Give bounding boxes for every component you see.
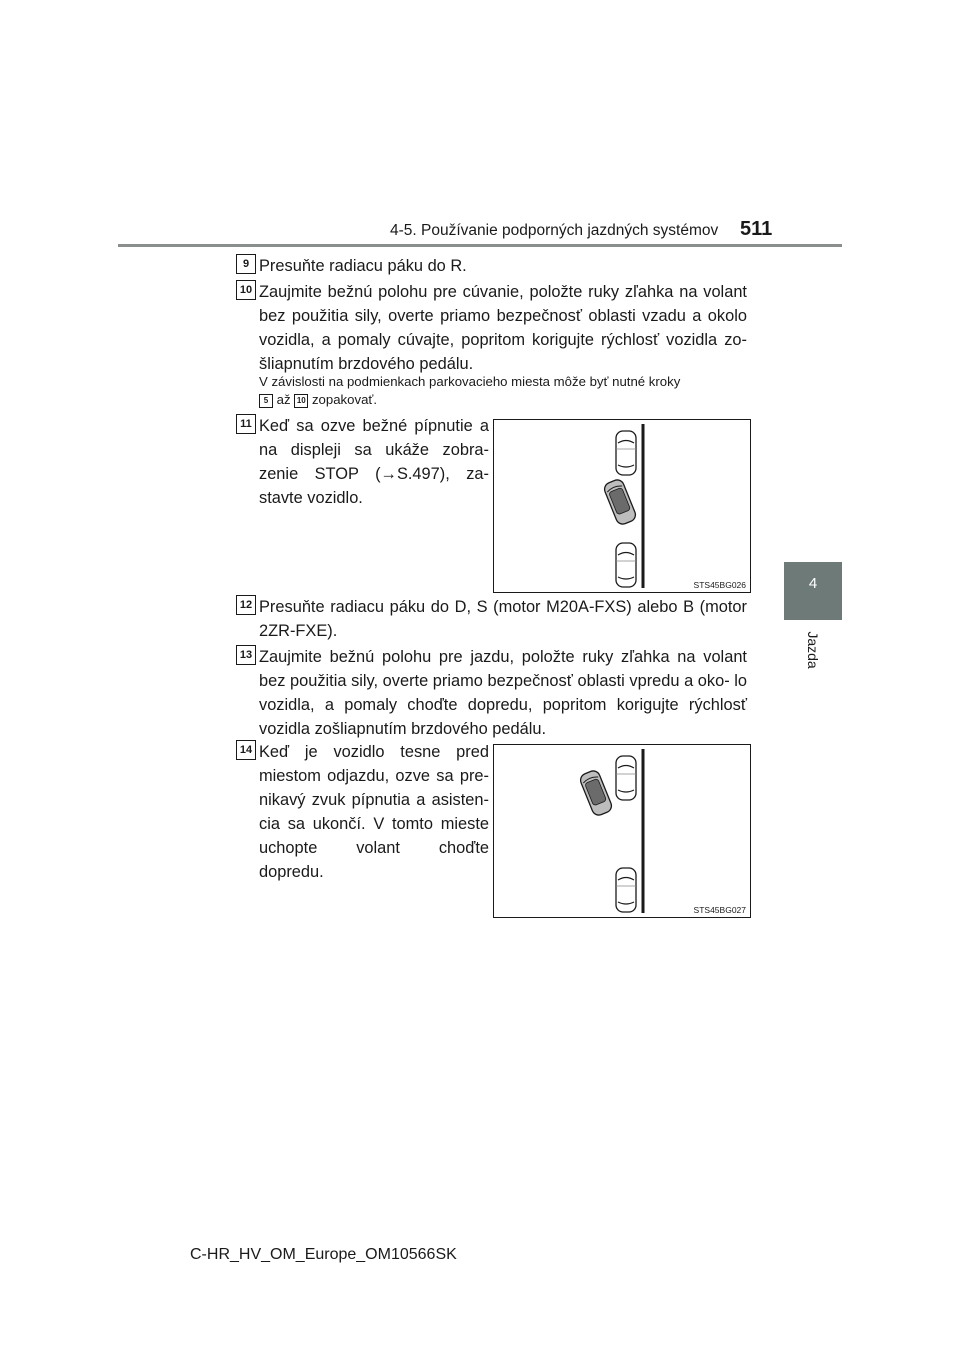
- step-text: Presuňte radiacu páku do R.: [259, 257, 467, 275]
- chapter-number: 4: [808, 575, 818, 592]
- note-badge-from: 5: [259, 394, 273, 408]
- step-badge: 12: [236, 595, 256, 615]
- note-middle: až: [276, 392, 291, 407]
- parking-diagram: [494, 420, 750, 592]
- step-text: Presuňte radiacu páku do D, S (motor M20A-FXS) alebo B (motor 2ZR-FXE).: [259, 598, 747, 640]
- step-badge: 11: [236, 414, 256, 434]
- footer-doc-code: C-HR_HV_OM_Europe_OM10566SK: [190, 1246, 457, 1263]
- maneuvering-car: [602, 478, 637, 526]
- step-badge: 9: [236, 254, 256, 274]
- departure-illustration: [493, 744, 751, 918]
- section-title: 4-5. Používanie podporných jazdných systémov: [390, 222, 719, 239]
- page-number: 511: [740, 218, 773, 240]
- parked-car-rear: [616, 868, 636, 912]
- figure-code: STS45BG026: [693, 580, 746, 590]
- parking-illustration: [493, 419, 751, 593]
- parked-car-rear: [616, 543, 636, 587]
- departing-car: [578, 769, 613, 817]
- note-prefix: V závislosti na podmienkach parkovacieho miesta môže byť nutné kroky: [259, 374, 681, 389]
- step-note: [259, 373, 747, 409]
- chapter-side-label: [784, 620, 842, 680]
- note-suffix: zopakovať.: [311, 392, 378, 407]
- header-divider: [118, 244, 842, 247]
- departure-diagram: [494, 745, 750, 917]
- step-text: Zaujmite bežnú polohu pre jazdu, položte ruky zľahka na volant bez použitia sily, overte priamo bezpečnosť oblasti vpredu a oko- lo vozidla, a pomaly choďte dopredu, popritom korigujte rýchlosť vozidla zošliapnutím brzdového pedálu.: [259, 648, 747, 738]
- step-badge: 14: [236, 740, 256, 760]
- step-badge: 10: [236, 280, 256, 300]
- step-text: Zaujmite bežnú polohu pre cúvanie, položte ruky zľahka na volant bez použitia sily, overte priamo bezpečnosť oblasti vzadu a okolo vozidla, a pomaly cúvajte, popritom korigujte rýchlosť vozidla zo- šliapnutím brzdového pedálu.: [259, 283, 747, 373]
- chapter-tab: [784, 562, 842, 620]
- chapter-label: Jazda: [805, 631, 821, 669]
- step-text: Keď je vozidlo tesne pred miestom odjazdu, ozve sa pre- nikavý zvuk pípnutia a asisten- cia sa ukončí. V tomto mieste uchopte volant choďte dopredu.: [259, 743, 489, 881]
- step-text: Keď sa ozve bežné pípnutie a na displeji sa ukáže zobra- zenie STOP (→S.497), za- stavte vozidlo.: [259, 417, 489, 507]
- note-badge-to: 10: [294, 394, 308, 408]
- parked-car-front: [616, 756, 636, 800]
- figure-code: STS45BG027: [693, 905, 746, 915]
- parked-car-front: [616, 431, 636, 475]
- step-badge: 13: [236, 645, 256, 665]
